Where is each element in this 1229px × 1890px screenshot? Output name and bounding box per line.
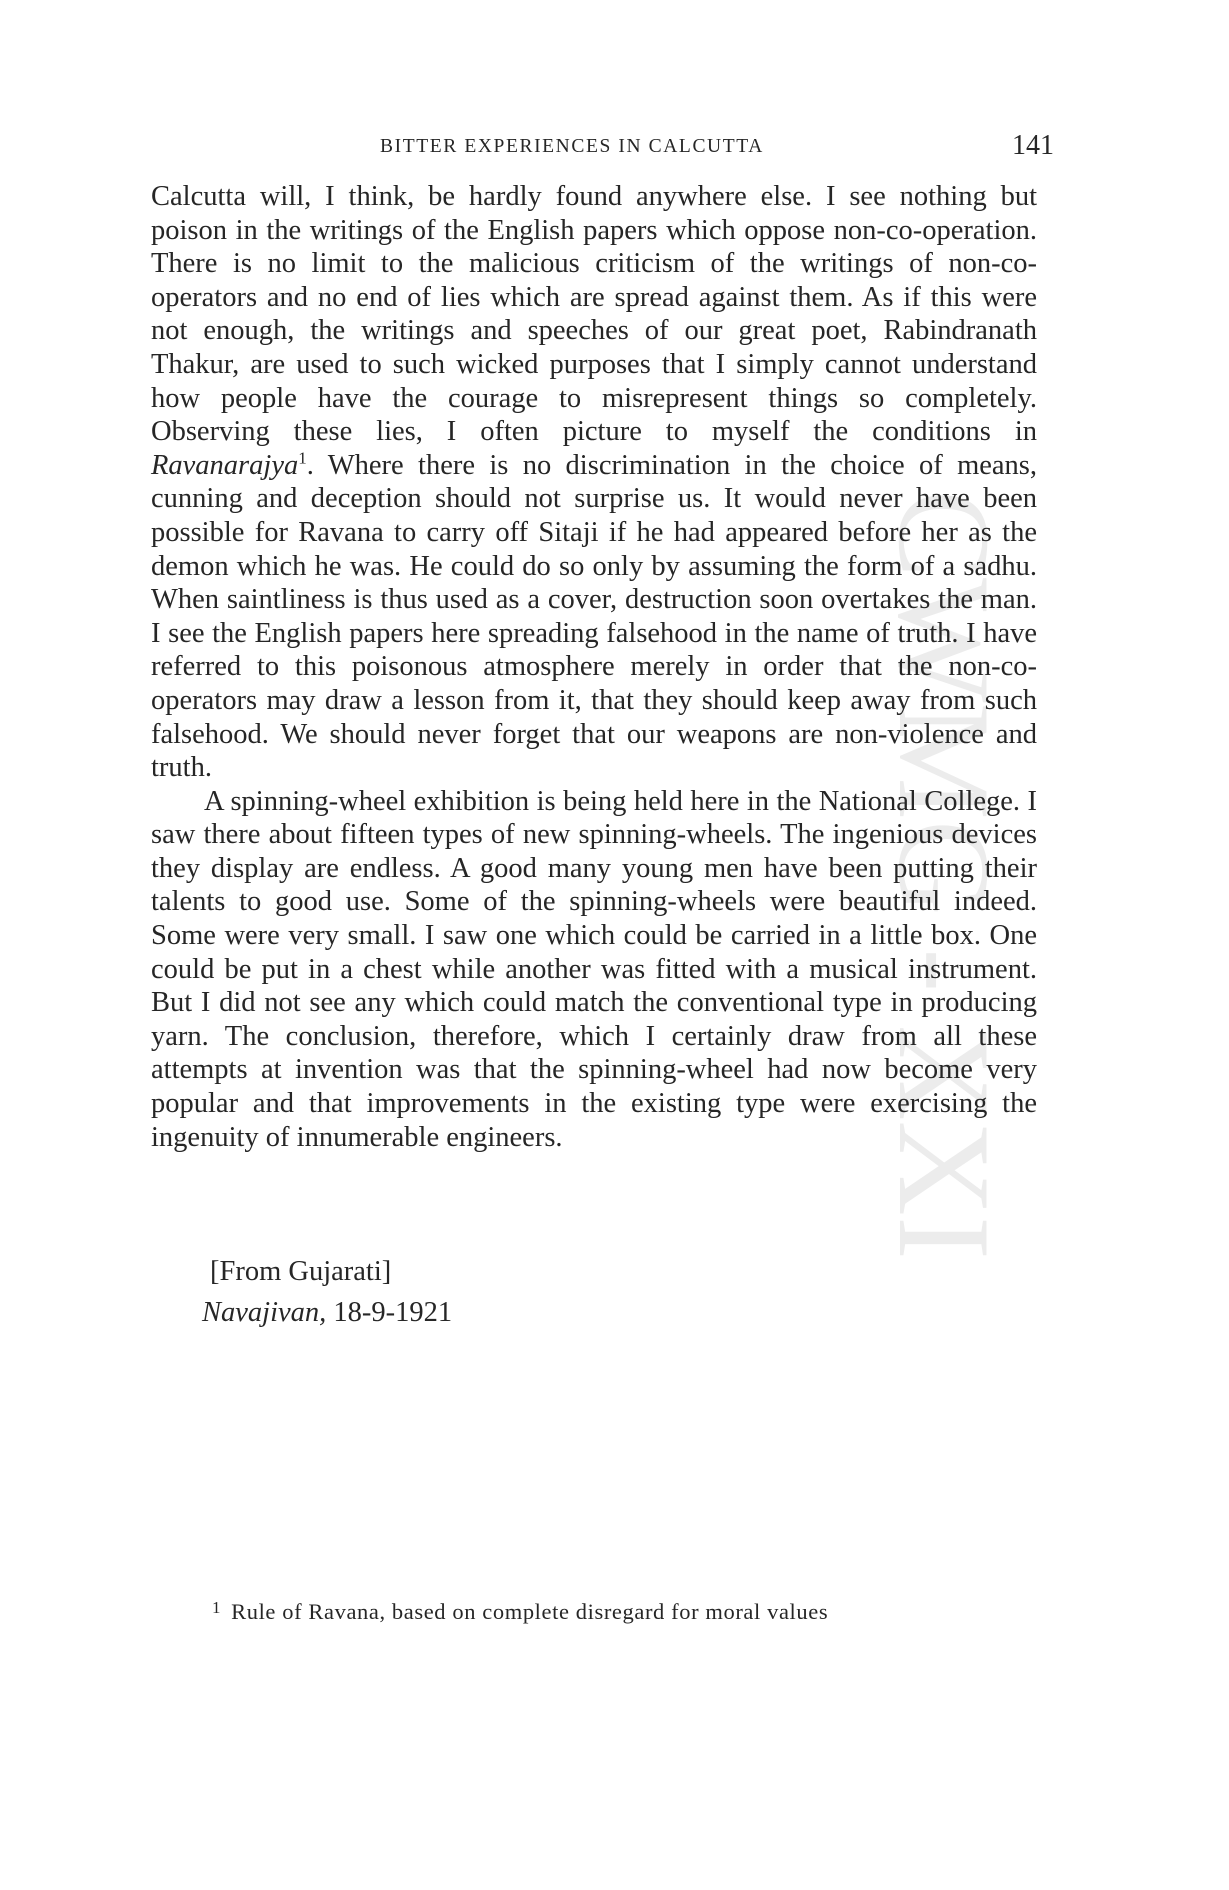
paragraph-2: A spinning-wheel exhibition is being held here in the National College. I saw there about fifteen types of new spinning-wheels. The ingenious devices they display are endless. A good many young men have been putting their talents to good use. Some of the spinning-wheels were beautiful indeed. Some were very small. I saw one which could be carried in a little box. One could be put in a chest while another was fitted with a musical instrument. But I did not see any which could match the conventional type in producing yarn. The conclusion, therefore, which I certainly draw from all these attempts at invention was that the spinning-wheel had now become very popular and that improvements in the existing type were exercising the ingenuity of innumerable engineers. xyxy=(151,785,1037,1153)
footnote-text: Rule of Ravana, based on complete disregard for moral values xyxy=(231,1599,829,1624)
ravanarajya-term: Ravanarajya xyxy=(151,449,299,481)
body-text xyxy=(151,180,1037,1154)
paragraph-1-part-b: . Where there is no discrimination in the choice of means, cunning and deception should not surprise us. It would never have been possible for Ravana to carry off Sitaji if he had appeared before her as the demon which he was. He could do so only by assuming the form of a sadhu. When saintliness is thus used as a cover, destruction soon overtakes the man. I see the English papers here spreading falsehood in the name of truth. I have referred to this poisonous atmosphere merely in order that the non-co-operators may draw a lesson from it, that they should keep away from such falsehood. We should never forget that our weapons are non-violence and truth. xyxy=(151,449,1037,784)
publication-name: Navajivan, xyxy=(202,1297,327,1328)
source-note: [From Gujarati] xyxy=(210,1256,392,1287)
footnote xyxy=(212,1598,828,1625)
paragraph-1 xyxy=(151,180,1037,785)
paragraph-1-part-a: Calcutta will, I think, be hardly found anywhere else. I see nothing but poison in the writings of the English papers which oppose non-co-operation. There is no limit to the malicious criticism of the writings of non-co-operators and no end of lies which are spread against them. As if this were not enough, the writings and speeches of our great poet, Rabindranath Thakur, are used to such wicked purposes that I simply cannot understand how people have the courage to misrepresent things so completely. Observing these lies, I often picture to myself the conditions in xyxy=(151,181,1037,448)
running-header: BITTER EXPERIENCES IN CALCUTTA xyxy=(380,136,764,157)
footnote-mark: 1 xyxy=(212,1598,222,1617)
footnote-ref: 1 xyxy=(298,448,307,468)
dateline xyxy=(202,1297,452,1329)
page-number: 141 xyxy=(1012,130,1054,161)
watermark: CWMG - XXI xyxy=(871,490,1018,1260)
publication-date: 18-9-1921 xyxy=(333,1297,453,1328)
